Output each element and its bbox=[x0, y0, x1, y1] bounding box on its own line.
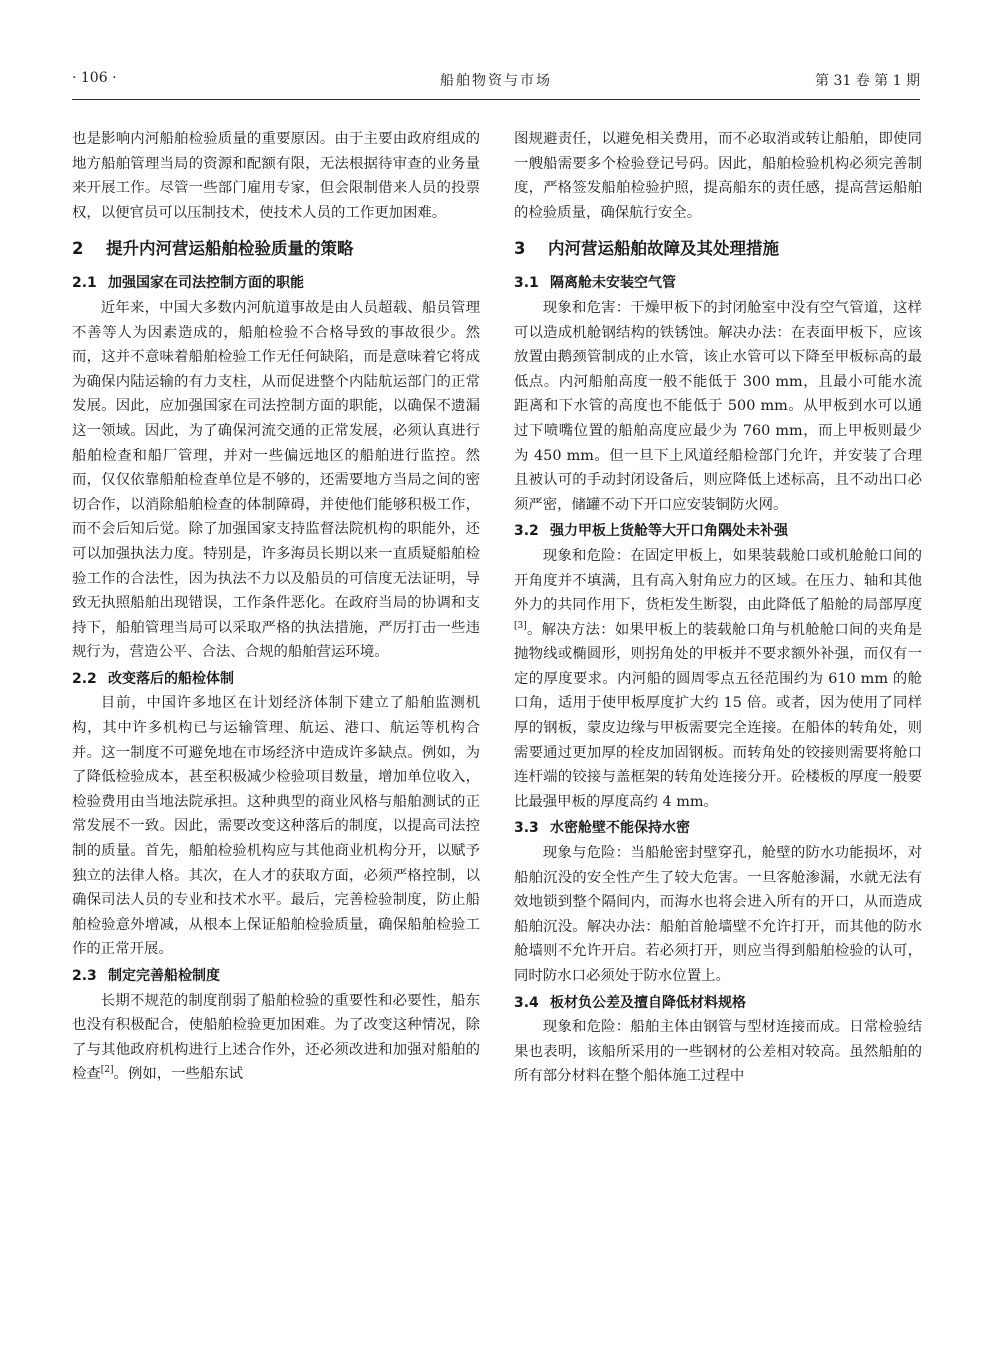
subsection-title: 强力甲板上货舱等大开口角隅处未补强 bbox=[550, 523, 788, 540]
section-title: 提升内河营运船舶检验质量的策略 bbox=[106, 239, 354, 259]
subsection-heading-3-2 bbox=[514, 519, 922, 544]
paragraph-text: 长期不规范的制度削弱了船舶检验的重要性和必要性，船东也没有积极配合，使船舶检验更加困难。为了改变这种情况，除了与其他政府机构进行上述合作外，还必须改进和加强对船舶的检查 bbox=[72, 992, 480, 1083]
subsection-heading-3-4 bbox=[514, 991, 922, 1016]
issue-info: 第 31 卷 第 1 期 bbox=[815, 73, 920, 89]
paragraph-2-1: 近年来，中国大多数内河航道事故是由人员超载、船员管理不善等人为因素造成的，船舶检验不合格导致的事故很少。然而，这并不意味着船舶检验工作无任何缺陷，而是意味着它将成为确保内陆运输的有力支柱，从而促进整个内陆航运部门的正常发展。因此，应加强国家在司法控制方面的职能，以确保不遗漏这一领域。因此，为了确保河流交通的正常发展，必须认真进行船舶检查和船厂管理，并对一些偏远地区的船舶进行监控。然而，仅仅依靠船舶检查单位是不够的，还需要地方当局之间的密切合作，以消除船舶检查的体制障碍，并使他们能够积极工作，而不会后知后觉。除了加强国家支持监督法院机构的职能外，还可以加强执法力度。特别是，许多海员长期以来一直质疑船舶检验工作的合法性，因为执法不力以及船员的可信度无法证明，导致无执照船舶出现错误，工作条件恶化。在政府当局的协调和支持下，船舶管理当局可以采取严格的执法措施，严厉打击一些违规行为，营造公平、合法、合规的船舶营运环境。 bbox=[72, 299, 480, 661]
running-header bbox=[72, 70, 920, 94]
subsection-heading-3-3 bbox=[514, 816, 922, 841]
paragraph-continued: 也是影响内河船舶检验质量的重要原因。由于主要由政府组成的地方船舶管理当局的资源和配额有限，无法根据待审查的业务量来开展工作。尽管一些部门雇用专家，但会限制借来人员的投票权，以便官员可以压制技术，使技术人员的工作更加困难。 bbox=[72, 131, 480, 221]
paragraph-continued: 图规避责任，以避免相关费用，而不必取消或转让船舶，即使同一艘船需要多个检验登记号码。因此，船舶检验机构必须完善制度，严格签发船舶检验护照，提高船东的责任感，提高营运船舶的检验质量，确保航行安全。 bbox=[514, 131, 922, 221]
subsection-title: 水密舱壁不能保持水密 bbox=[550, 820, 690, 837]
citation-ref: [2] bbox=[100, 1065, 114, 1076]
paragraph-text: 现象和危险：在固定甲板上，如果装载舱口或机舱舱口间的开角度并不填满，且有高入射角应力的区域。在压力、轴和其他外力的共同作用下，货柜发生断裂，由此降低了船舱的局部厚度 bbox=[514, 547, 922, 614]
subsection-heading-2-3 bbox=[72, 964, 480, 989]
subsection-title: 制定完善船检制度 bbox=[108, 968, 220, 984]
subsection-number: 2.1 bbox=[72, 275, 97, 292]
paragraph-text: 。例如，一些船东试 bbox=[113, 1066, 244, 1083]
page-number: · 106 · bbox=[72, 70, 117, 86]
subsection-heading-3-1 bbox=[514, 271, 922, 296]
subsection-number: 3.2 bbox=[514, 523, 539, 540]
paragraph-2-2: 目前，中国许多地区在计划经济体制下建立了船舶监测机构，其中许多机构已与运输管理、航运、港口、航运等机构合并。这一制度不可避免地在市场经济中造成许多缺点。例如，为了降低检验成本，甚至积极减少检验项目数量，增加单位收入，检验费用由当地法院承担。这种典型的商业风格与船舶测试的正常发展不一致。因此，需要改变这种落后的制度，以提高司法控制的质量。首先，船舶检验机构应与其他商业机构分开，以赋予独立的法律人格。其次，在人才的获取方面，必须严格控制，以确保司法人员的专业和技术水平。最后，完善检验制度，防止船舶检验意外增减，从根本上保证船舶检验质量，确保船舶检验工作的正常开展。 bbox=[72, 695, 480, 958]
subsection-number: 2.2 bbox=[72, 670, 97, 687]
subsection-number: 3.1 bbox=[514, 275, 539, 292]
subsection-title: 改变落后的船检体制 bbox=[108, 670, 234, 687]
subsection-title: 隔离舱未安装空气管 bbox=[550, 275, 676, 292]
subsection-heading-2-2 bbox=[72, 667, 480, 692]
subsection-heading-2-1 bbox=[72, 271, 480, 296]
section-heading-3 bbox=[514, 235, 922, 263]
paragraph-text: 。解决方法：如果甲板上的装载舱口角与机舱舱口间的夹角是抛物线或椭圆形，则拐角处的甲板并不要求额外补强，而仅有一定的厚度要求。内河船的圆周零点五径范围约为 610 mm 的舱口角，适用于使甲板厚度扩大约 15 倍。或者，因为使用了同样厚的钢板，蒙皮边缘与甲板需要完全连接。在船体的转角处，则需要通过更加厚的栓皮加固钢板。而转角处的铰接则需要将舱口连杆端的铰接与盖框架的转角处连接分开。砼楼板的厚度一般要比最强甲板的厚度高约 4 mm。 bbox=[514, 621, 922, 810]
header-rule bbox=[72, 99, 920, 100]
subsection-title: 板材负公差及擅自降低材料规格 bbox=[550, 994, 746, 1011]
section-number: 3 bbox=[514, 239, 526, 259]
subsection-title: 加强国家在司法控制方面的职能 bbox=[108, 275, 304, 292]
paragraph-3-1: 现象和危害：干燥甲板下的封闭舱室中没有空气管道，这样可以造成机舱钢结构的铁锈蚀。解决办法：在表面甲板下，应该放置由鹅颈管制成的止水管，该止水管可以下降至甲板标高的最低点。内河船舶高度一般不能低于 300 mm，且最小可能水流距离和下水管的高度也不能低于 500 mm。从甲板到水可以通过下喷嘴位置的船舶高度应最少为 760 mm，而上甲板则最少为 450 mm。但一旦下上风道经船检部门允许，并安装了合理且被认可的手动封闭设备后，则应降低上述标高，且不动出口必须严密，储罐不动下开口应安装铜防火网。 bbox=[514, 299, 922, 513]
paragraph-3-2 bbox=[514, 544, 922, 815]
subsection-number: 3.3 bbox=[514, 820, 539, 837]
paragraph-3-3: 现象与危险：当船舱密封壁穿孔，舱壁的防水功能损坏，对船舶沉没的安全性产生了较大危害。一旦客舱渗漏，水就无法有效地锁到整个隔间内，而海水也将会进入所有的开口，从而造成船舶沉没。解决办法：船舶首舱墙壁不允许打开，而其他的防水舱墙则不允许开启。若必须打开，则应当得到船舶检验的认可，同时防水口必须处于防水位置上。 bbox=[514, 845, 922, 984]
right-column bbox=[514, 127, 922, 1089]
subsection-number: 3.4 bbox=[514, 994, 539, 1011]
section-title: 内河营运船舶故障及其处理措施 bbox=[548, 239, 779, 259]
section-number: 2 bbox=[72, 239, 84, 259]
paragraph-2-3 bbox=[72, 989, 480, 1087]
left-column bbox=[72, 127, 480, 1087]
subsection-number: 2.3 bbox=[72, 968, 97, 984]
paragraph-3-4: 现象和危险：船舶主体由钢管与型材连接而成。日常检验结果也表明，该船所采用的一些钢材的公差相对较高。虽然船舶的所有部分材料在整个船体施工过程中 bbox=[514, 1019, 922, 1085]
citation-ref: [3] bbox=[514, 620, 527, 631]
section-heading-2 bbox=[72, 235, 480, 263]
journal-title: 船舶物资与市场 bbox=[440, 73, 552, 89]
